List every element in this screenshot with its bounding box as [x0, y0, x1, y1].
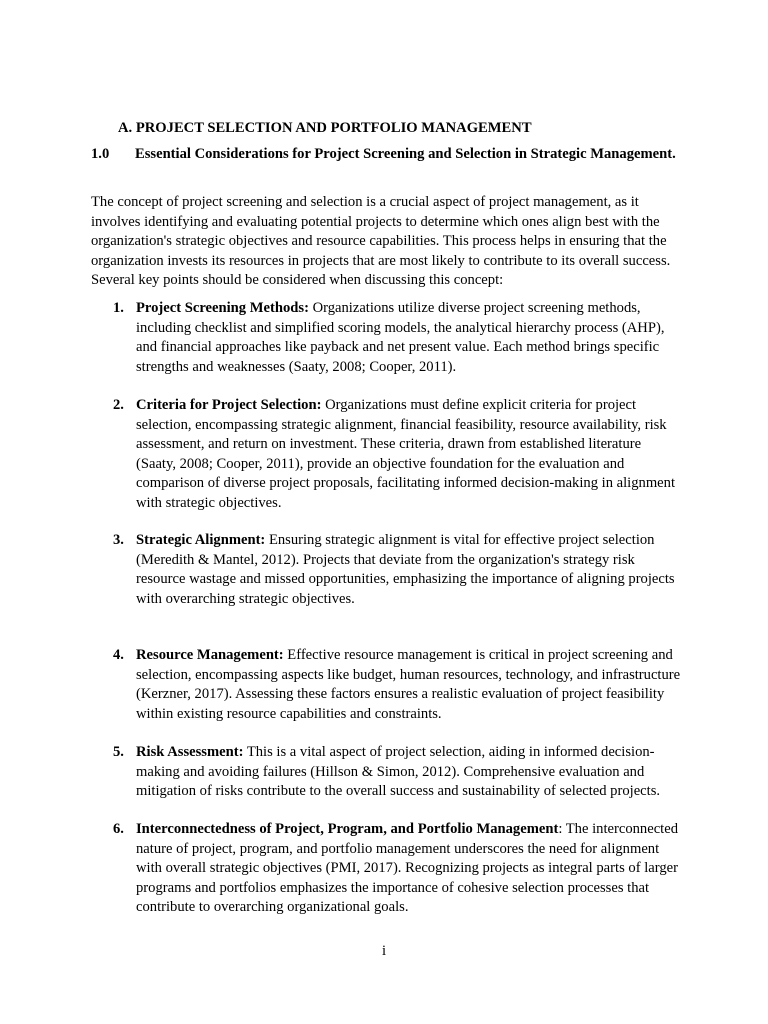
list-item-term: Strategic Alignment: — [136, 532, 266, 548]
list-item-interconnectedness — [113, 820, 682, 918]
list-item-text: Organizations must define explicit criteria for project selection, encompassing strategic alignment, financial feasibility, resource availability, risk assessment, and return on investment. These criteria, drawn from established literature (Saaty, 2008; Cooper, 2011), provide an objective foundation for the evaluation and comparison of diverse project proposals, facilitating informed decision-making in alignment with strategic objectives. — [136, 397, 676, 511]
list-marker: 1. — [113, 300, 124, 316]
list-marker: 2. — [113, 397, 124, 413]
list-marker: 3. — [113, 532, 124, 548]
list-item-screening-methods — [113, 299, 682, 377]
list-item-term: Interconnectedness of Project, Program, and Portfolio Management — [136, 821, 559, 837]
section-title: A. PROJECT SELECTION AND PORTFOLIO MANAGEMENT — [118, 120, 532, 136]
list-marker: 5. — [113, 744, 124, 760]
subsection-number: 1.0 — [91, 146, 110, 162]
list-item-text: Ensuring strategic alignment is vital for effective project selection (Meredith & Mantel, 2012). Projects that deviate from the organization's strategy risk resource wastage and missed opportunities, emphasizing the importance of aligning projects with overarching strategic objectives. — [136, 532, 675, 607]
subsection-heading — [91, 145, 691, 165]
list-item-term: Project Screening Methods: — [136, 300, 309, 316]
list-item-risk-assessment — [113, 743, 682, 802]
list-item-selection-criteria — [113, 396, 682, 513]
list-item-text: : The interconnected nature of project, program, and portfolio management underscores the need for alignment with overall strategic objectives (PMI, 2017). Recognizing projects as integral parts of larger programs and portfolios emphasizes the importance of cohesive selection processes that contribute to overarching organizational goals. — [136, 821, 678, 915]
list-marker: 4. — [113, 647, 124, 663]
page-number: i — [381, 943, 387, 959]
subsection-title: Essential Considerations for Project Screening and Selection in Strategic Management. — [135, 146, 676, 162]
intro-paragraph: The concept of project screening and selection is a crucial aspect of project management, as it involves identifying and evaluating potential projects to determine which ones align best with the organization's strategic objectives and resource capabilities. This process helps in ensuring that the organization invests its resources in projects that are most likely to contribute to its overall success. Several key points should be considered when discussing this concept: — [91, 194, 671, 288]
list-item-term: Risk Assessment: — [136, 744, 244, 760]
list-item-text: Organizations utilize diverse project screening methods, including checklist and simplified scoring models, the analytical hierarchy process (AHP), and financial approaches like payback and net present value. Each method brings specific strengths and weaknesses (Saaty, 2008; Cooper, 2011). — [136, 300, 665, 375]
list-item-term: Resource Management: — [136, 647, 284, 663]
list-item-term: Criteria for Project Selection: — [136, 397, 322, 413]
list-item-strategic-alignment — [113, 531, 682, 609]
list-item-text: This is a vital aspect of project selection, aiding in informed decision-making and avoiding failures (Hillson & Simon, 2012). Comprehensive evaluation and mitigation of risks contribute to the overall success and sustainability of selected projects. — [136, 744, 661, 799]
list-marker: 6. — [113, 821, 124, 837]
list-item-text: Effective resource management is critical in project screening and selection, encompassing aspects like budget, human resources, technology, and infrastructure (Kerzner, 2017). Assessing these factors ensures a realistic evaluation of project feasibility within existing resource capabilities and constraints. — [136, 647, 681, 722]
list-item-resource-management — [113, 646, 682, 724]
